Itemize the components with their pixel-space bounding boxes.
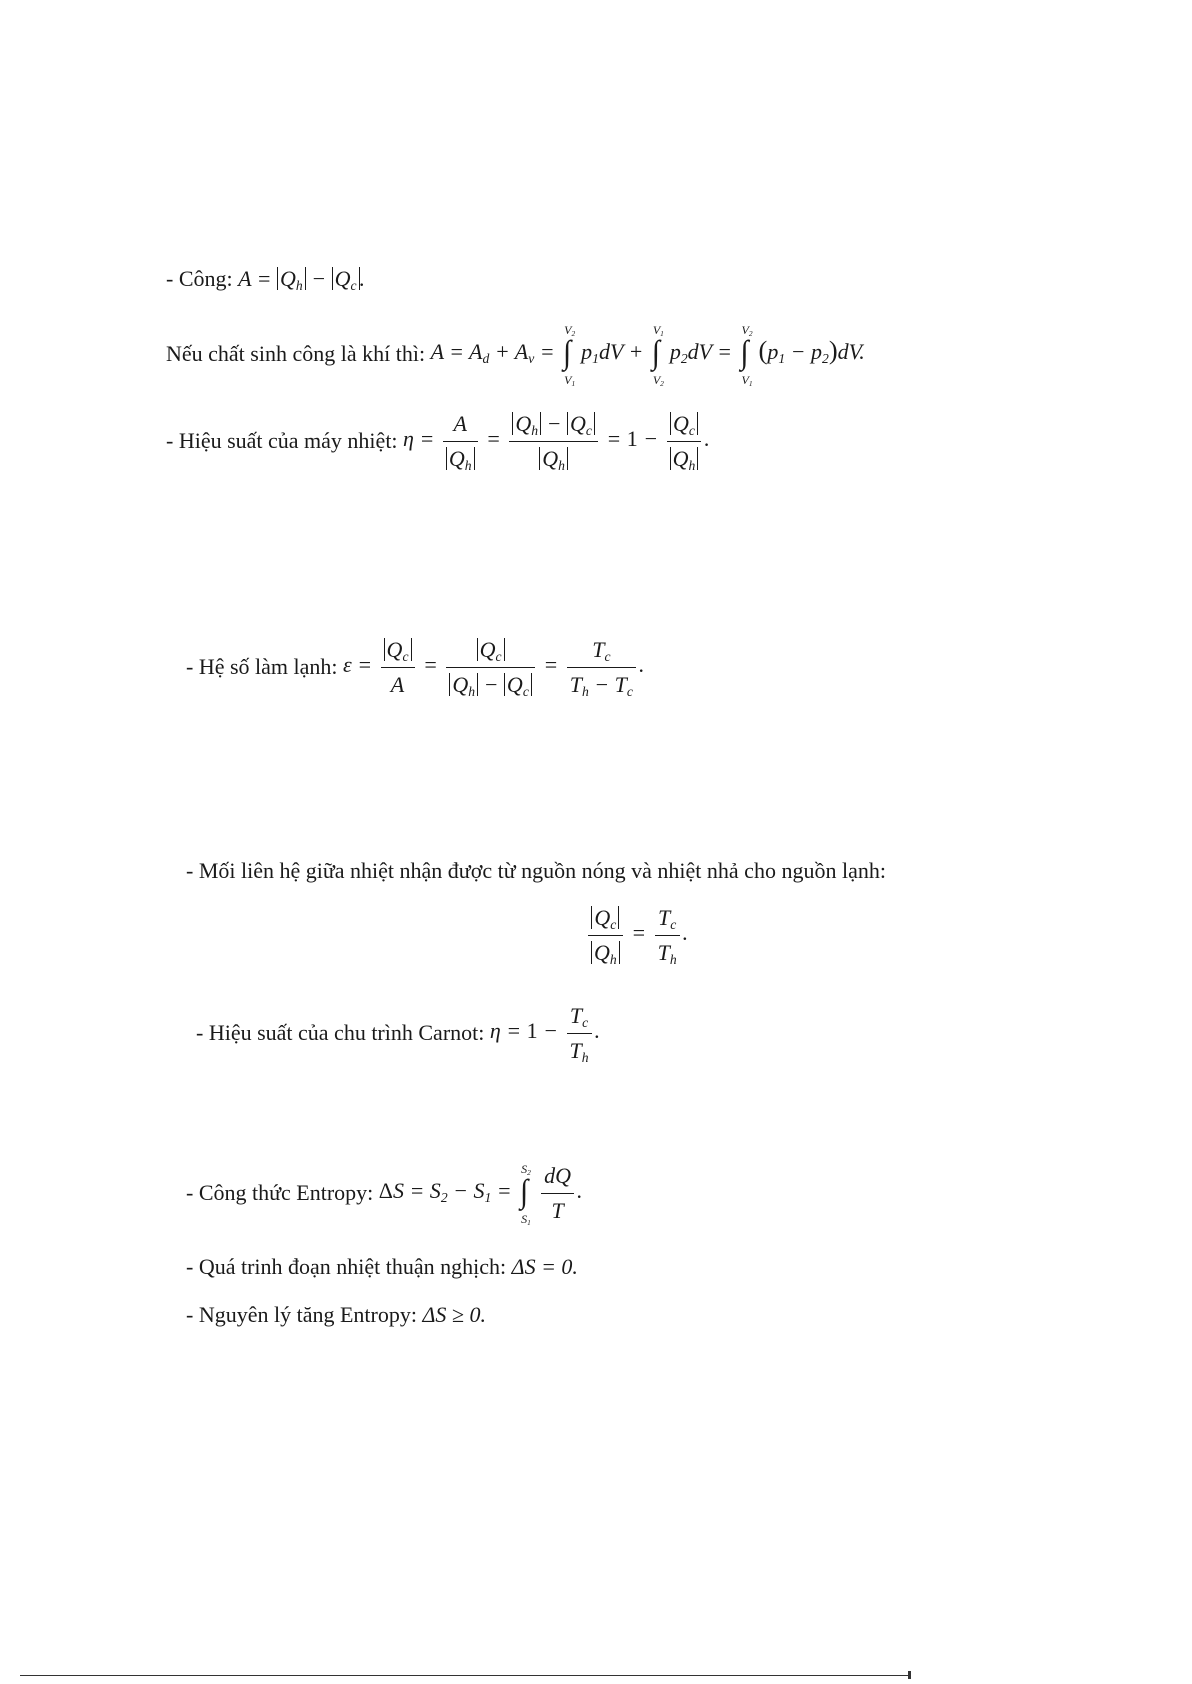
adiabatic-label: - Quá trinh đoạn nhiệt thuận nghịch: [186,1254,512,1279]
footer-tick [908,1671,911,1679]
cooling-equation: ε = $\frac{Q_c}{A}$ = $\frac{Q_c}{Q_h - Q_c}$ = $\frac{T_c}{T_h - T_c}$ . [343,637,645,699]
entropy-formula-line [186,1162,583,1228]
adiabatic-process-line [186,1254,578,1280]
gas-work-label: Nếu chất sinh công là khí thì: [166,341,431,366]
entropy-label: - Công thức Entropy: [186,1180,379,1205]
integral-2: $V_1$ ∫ $V_2$ [651,323,664,389]
heat-relation-label-line [186,858,886,884]
efficiency-formula-line [166,410,710,472]
efficiency-label: - Hiệu suất của máy nhiệt: [166,428,404,453]
footer-rule [20,1675,908,1676]
work-formula-line [166,266,365,292]
cooling-label: - Hệ số làm lạnh: [186,654,344,679]
carnot-equation: η = 1 − $\frac{T_c}{T_h}$ . [489,1003,601,1065]
gas-work-formula-line [166,323,865,389]
heat-relation-formula [585,904,688,966]
entropy-integral: $S_2$ ∫ $S_1$ [520,1162,531,1228]
work-equation: $A = Q_h - Q_c$ . [238,266,366,294]
work-label: - Công: [166,266,239,291]
integral-3: $V_2$ ∫ $V_1$ [740,323,753,389]
entropy-increase-equation: ΔS ≥ 0. [422,1302,486,1327]
carnot-label: - Hiệu suất của chu trình Carnot: [196,1020,490,1045]
efficiency-equation: η = $\frac{A}{Q_h}$ = $\frac{Q_h - Q_c}{Q_h}$ = 1 − $\frac{Q_c}{Q_h}$ . [403,411,710,473]
heat-relation-label: - Mối liên hệ giữa nhiệt nhận được từ nguồn nóng và nhiệt nhả cho nguồn lạnh: [186,858,886,883]
carnot-efficiency-line [196,1002,600,1064]
entropy-equation: $\Delta S = S_2 - S_1$ = $S_2$ ∫ $S_1$ $\frac{dQ}{T}$ . [378,1162,583,1228]
heat-relation-equation: $\frac{Q_c}{Q_h}$ = $\frac{T_c}{T_h}$ . [585,920,688,945]
entropy-increase-line [186,1302,486,1328]
entropy-increase-label: - Nguyên lý tăng Entropy: [186,1302,423,1327]
integral-1: $V_2$ ∫ $V_1$ [563,323,576,389]
cooling-coefficient-line [186,636,644,698]
adiabatic-equation: ΔS = 0. [511,1254,578,1279]
gas-work-equation: $A = A_d + A_v$ = $V_2$ ∫ $V_1$ $p_1dV$ + $V_1$ ∫ $V_2$ $p_2dV$ = $V_2$ ∫ $V_1$ $(p_1 - p_2)dV$. [430,323,865,389]
